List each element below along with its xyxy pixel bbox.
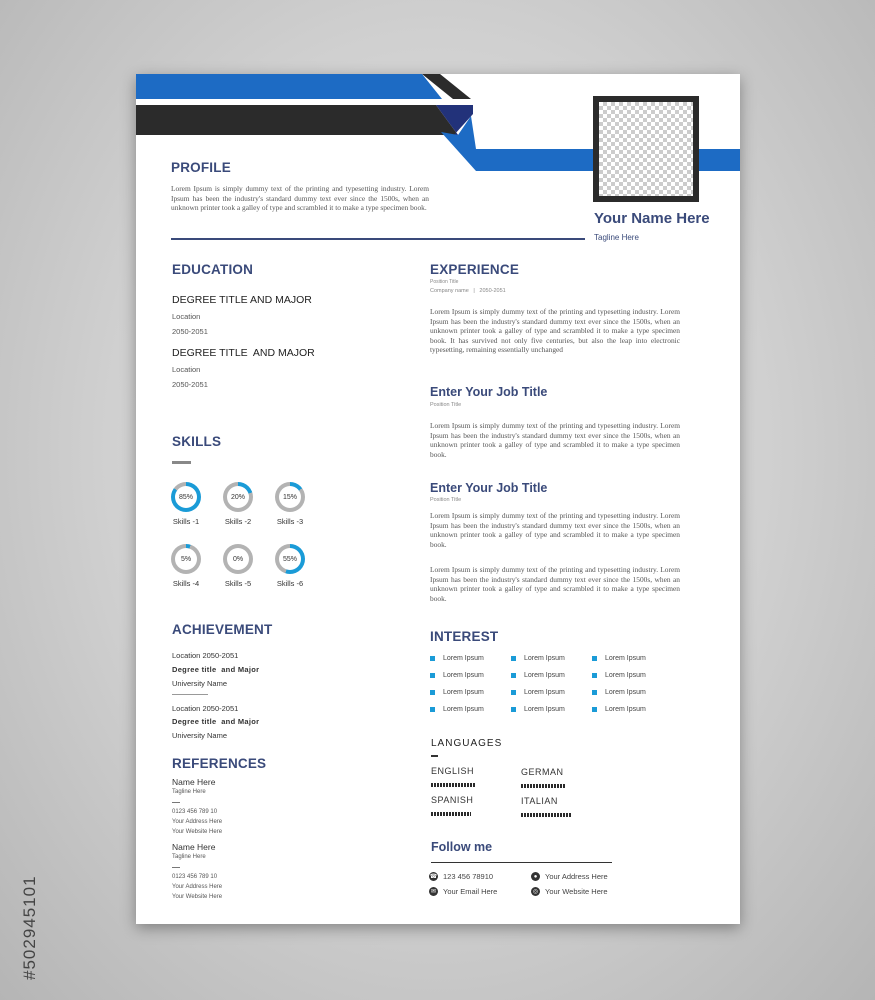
photo-placeholder <box>599 102 693 196</box>
interest-item <box>592 655 646 662</box>
skill-ring <box>223 544 253 574</box>
bullet-square-icon <box>592 707 597 712</box>
reference-dash <box>172 867 180 868</box>
job-title: Enter Your Job Title <box>430 385 548 399</box>
job-text-2: Lorem Ipsum is simply dummy text of the printing and typesetting industry. Lorem Ipsum has been the industry's standard dummy text ever since the 1500s, when an unknown printer took a galley of type and scrambled it to make a type specimen book. <box>430 565 680 603</box>
interest-label: Lorem Ipsum <box>605 672 646 679</box>
experience-company: Company name | 2050-2051 <box>430 288 506 294</box>
follow-phone-text: 123 456 78910 <box>443 872 494 881</box>
skill-value: 20% <box>227 486 249 508</box>
bullet-square-icon <box>430 673 435 678</box>
follow-divider <box>431 862 612 863</box>
skill-label: Skills -2 <box>224 517 252 526</box>
language-level-bar <box>521 813 571 817</box>
skill-ring <box>275 482 305 512</box>
reference-phone: 0123 456 789 10 <box>172 809 218 815</box>
language-level-bar <box>431 812 471 816</box>
bullet-square-icon <box>592 690 597 695</box>
interest-heading: INTEREST <box>430 629 499 644</box>
skill-label: Skills -4 <box>172 579 200 588</box>
education-years: 2050-2051 <box>172 327 208 336</box>
globe-icon: ◎ <box>532 889 539 895</box>
interest-item <box>592 672 646 679</box>
languages-heading: LANGUAGES <box>431 738 503 749</box>
bullet-square-icon <box>592 673 597 678</box>
reference-address: Your Address Here <box>172 884 223 890</box>
bullet-square-icon <box>511 656 516 661</box>
education-years: 2050-2051 <box>172 380 208 389</box>
interest-label: Lorem Ipsum <box>524 689 565 696</box>
skill-value: 5% <box>175 548 197 570</box>
skills-heading: SKILLS <box>172 434 222 449</box>
skill-value: 0% <box>227 548 249 570</box>
skills-underline <box>172 461 191 464</box>
references-heading: REFERENCES <box>172 756 267 771</box>
achievement-divider <box>172 694 208 695</box>
follow-email[interactable] <box>429 887 497 896</box>
language-level-bar <box>521 784 566 788</box>
interest-label: Lorem Ipsum <box>524 706 565 713</box>
language-name: ITALIAN <box>521 796 558 806</box>
location-pin-icon: ● <box>531 872 540 881</box>
job-text: Lorem Ipsum is simply dummy text of the printing and typesetting industry. Lorem Ipsum has been the industry's standard dummy text ever since the 1500s, when an unknown printer took a galley of type and scrambled it to make a type specimen book. <box>430 421 680 459</box>
reference-dash <box>172 802 180 803</box>
interest-label: Lorem Ipsum <box>443 689 484 696</box>
bullet-square-icon <box>430 656 435 661</box>
reference-tagline: Tagline Here <box>172 854 206 860</box>
job-position: Position Title <box>430 402 462 408</box>
skill-item <box>220 544 256 588</box>
follow-address[interactable] <box>531 872 608 881</box>
phone-icon: ☎ <box>429 874 438 880</box>
interest-item <box>511 689 565 696</box>
interest-item <box>430 672 484 679</box>
skill-label: Skills -5 <box>224 579 252 588</box>
follow-website-text: Your Website Here <box>545 887 608 896</box>
skill-item <box>220 482 256 526</box>
interest-label: Lorem Ipsum <box>605 655 646 662</box>
skill-label: Skills -1 <box>172 517 200 526</box>
achievement-university: University Name <box>172 731 228 740</box>
skill-item <box>168 482 204 526</box>
language-level-bar <box>431 783 476 787</box>
experience-heading: EXPERIENCE <box>430 262 520 277</box>
profile-text: Lorem Ipsum is simply dummy text of the printing and typesetting industry. Lorem Ipsum has been the industry's standard dummy text ever since the 1500s, when an unknown printer took a galley of type and scrambled it to make a type specimen book. <box>171 184 429 212</box>
skill-value: 85% <box>175 486 197 508</box>
achievement-location: Location 2050-2051 <box>172 704 239 713</box>
reference-phone: 0123 456 789 10 <box>172 874 218 880</box>
interest-label: Lorem Ipsum <box>443 672 484 679</box>
education-location: Location <box>172 365 201 374</box>
interest-item <box>430 655 484 662</box>
photo-frame[interactable] <box>593 96 699 202</box>
education-location: Location <box>172 312 201 321</box>
email-icon: ✉ <box>430 889 437 895</box>
interest-item <box>430 689 484 696</box>
resume-page <box>136 74 740 924</box>
interest-item <box>592 706 646 713</box>
profile-divider <box>171 238 585 240</box>
experience-text: Lorem Ipsum is simply dummy text of the printing and typesetting industry. Lorem Ipsum has been the industry's standard dummy text ever since the 1500s, when an unknown printer took a galley of type and scrambled it to make a type specimen book. It has survived not only five centuries, but also the leap into electronic typesetting, remaining essentially unchanged <box>430 307 680 354</box>
candidate-name: Your Name Here <box>594 210 710 227</box>
follow-phone[interactable] <box>429 872 493 881</box>
languages-underline <box>431 755 438 757</box>
skill-item <box>272 482 308 526</box>
skill-item <box>272 544 308 588</box>
job-title: Enter Your Job Title <box>430 481 548 495</box>
skill-ring <box>223 482 253 512</box>
education-heading: EDUCATION <box>172 262 254 277</box>
interest-label: Lorem Ipsum <box>443 655 484 662</box>
interest-item <box>511 672 565 679</box>
follow-email-text: Your Email Here <box>443 887 498 896</box>
reference-website: Your Website Here <box>172 829 223 835</box>
skill-ring <box>171 544 201 574</box>
skill-ring <box>171 482 201 512</box>
achievement-university: University Name <box>172 679 228 688</box>
education-degree: DEGREE TITLE AND MAJOR <box>172 294 312 306</box>
reference-name: Name Here <box>172 777 216 787</box>
skill-value: 55% <box>279 548 301 570</box>
bullet-square-icon <box>430 690 435 695</box>
language-name: GERMAN <box>521 767 564 777</box>
achievement-heading: ACHIEVEMENT <box>172 622 273 637</box>
interest-item <box>511 706 565 713</box>
reference-website: Your Website Here <box>172 894 223 900</box>
bullet-square-icon <box>511 673 516 678</box>
reference-tagline: Tagline Here <box>172 789 206 795</box>
interest-item <box>430 706 484 713</box>
profile-heading: PROFILE <box>171 160 231 175</box>
follow-address-text: Your Address Here <box>545 872 608 881</box>
bullet-square-icon <box>430 707 435 712</box>
follow-heading: Follow me <box>431 840 493 854</box>
achievement-degree: Degree title and Major <box>172 665 260 674</box>
achievement-degree: Degree title and Major <box>172 717 260 726</box>
achievement-location: Location 2050-2051 <box>172 651 239 660</box>
reference-address: Your Address Here <box>172 819 223 825</box>
skill-item <box>168 544 204 588</box>
education-degree: DEGREE TITLE AND MAJOR <box>172 347 315 359</box>
bullet-square-icon <box>511 707 516 712</box>
skill-label: Skills -6 <box>276 579 304 588</box>
language-name: SPANISH <box>431 795 474 805</box>
interest-label: Lorem Ipsum <box>605 689 646 696</box>
experience-position: Position Title <box>430 279 459 285</box>
reference-name: Name Here <box>172 842 216 852</box>
language-name: ENGLISH <box>431 766 475 776</box>
skill-ring <box>275 544 305 574</box>
job-text: Lorem Ipsum is simply dummy text of the printing and typesetting industry. Lorem Ipsum has been the industry's standard dummy text ever since the 1500s, when an unknown printer took a galley of type and scrambled it to make a type specimen book. <box>430 511 680 549</box>
interest-label: Lorem Ipsum <box>443 706 484 713</box>
job-position: Position Title <box>430 497 462 503</box>
bullet-square-icon <box>511 690 516 695</box>
skill-label: Skills -3 <box>276 517 304 526</box>
interest-label: Lorem Ipsum <box>524 655 565 662</box>
stock-id-watermark: #502945101 <box>20 875 39 980</box>
interest-item <box>592 689 646 696</box>
interest-label: Lorem Ipsum <box>605 706 646 713</box>
skill-value: 15% <box>279 486 301 508</box>
interest-label: Lorem Ipsum <box>524 672 565 679</box>
candidate-tagline: Tagline Here <box>594 233 639 242</box>
bullet-square-icon <box>592 656 597 661</box>
follow-website[interactable] <box>531 887 608 896</box>
interest-item <box>511 655 565 662</box>
